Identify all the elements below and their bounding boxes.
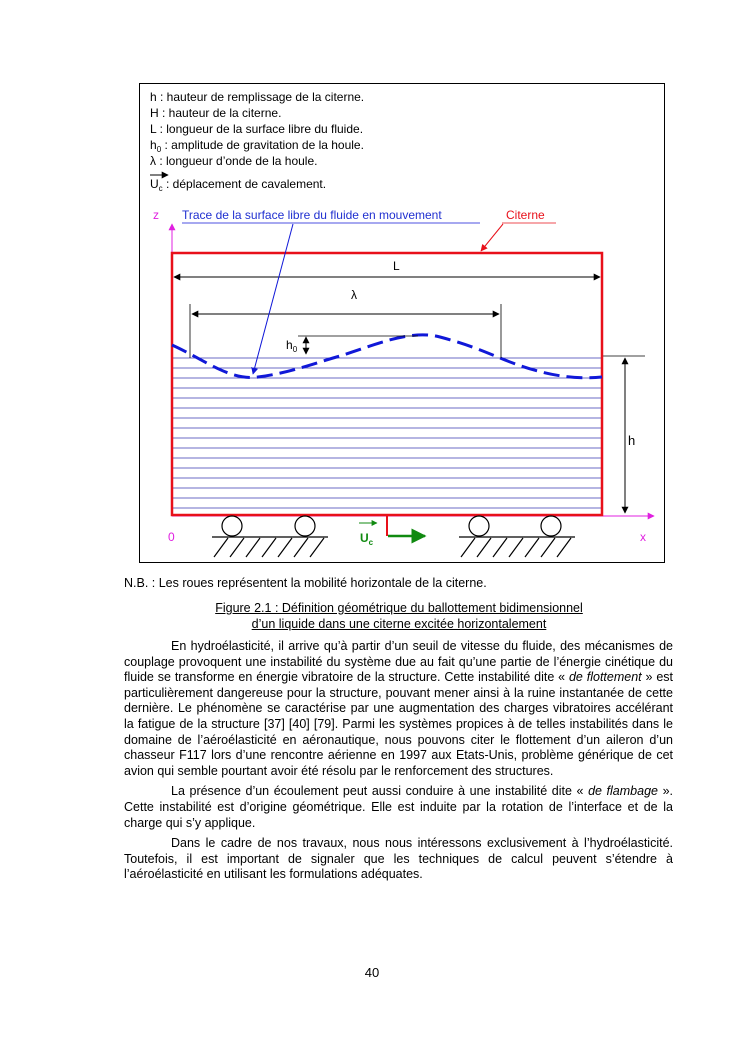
tank-outline (172, 253, 602, 515)
h0-label: $h_0$ (286, 338, 298, 354)
paragraph-1: En hydroélasticité, il arrive qu’à partir d’un seuil de vitesse du fluide, des mécanismes de couplage provoquent une instabilité du système due au fait qu’une partie de l’énergie cinétique du fluide se transforme en énergie vibratoire de la structure. Cette instabilité dite « de flottement » est particulièrement dangereuse pour la structure, pouvant mener ainsi à la ruine instantanée de cette dernière. Le phénomène se caractérise par une augmentation des charges vibratoires accélérant la fatigue de la structure [37] [40] [79]. Parmi les systèmes propices à de telles instabilités dans le domaine de l’aéroélasticité en aéronautique, nous pouvons citer le flottement d’un aileron d’un chasseur F117 lors d’une rencontre aérienne en 1997 aux Etats-Unis, problème générique de cet avion qui semble pourtant avoir été résolu par le renforcement des structures. (124, 639, 674, 778)
wheel (295, 516, 315, 536)
x-axis-label: x (640, 530, 646, 544)
paragraph-3: Dans le cadre de nos travaux, nous nous intéressons exclusivement à l’hydroélasticité. Toutefois, il est important de signaler que les techniques de calcul peuvent s’étendre à l’aéroélasticité en utilisant les formulations adéquates. (124, 836, 673, 882)
ground-hatching (212, 537, 575, 557)
legend-h0: $h_0$ : amplitude de gravitation de la houle. (150, 138, 364, 154)
origin-label: 0 (168, 530, 175, 544)
wheel (222, 516, 242, 536)
trace-annotation: Trace de la surface libre du fluide en mouvement (182, 208, 442, 222)
fluid-layers (173, 358, 602, 508)
nb-note: N.B. : Les roues représentent la mobilité horizontale de la citerne. (124, 576, 487, 590)
body-text (124, 639, 673, 888)
caption-line-2: d’un liquide dans une citerne excitée horizontalement (251, 617, 547, 631)
z-axis-label: z (153, 208, 159, 222)
L-label: L (393, 259, 400, 273)
legend-L: L : longueur de la surface libre du fluide. (150, 122, 364, 136)
wheel (469, 516, 489, 536)
figure-caption (124, 600, 674, 632)
caption-line-1: Figure 2.1 : Définition géométrique du ballottement bidimensionnel (215, 601, 583, 615)
wave-free-surface (172, 335, 602, 378)
citerne-pointer-arrow (481, 224, 503, 251)
wheel (541, 516, 561, 536)
legend-H: H : hauteur de la citerne. (150, 106, 282, 120)
paragraph-2: La présence d’un écoulement peut aussi conduire à une instabilité dite « de flambage ». Cette instabilité est d’origine géométrique. Elle est induite par la rotation de l’interface et de la charge qui s’y applique. (124, 784, 673, 830)
wheels (222, 516, 561, 536)
citerne-label: Citerne (506, 208, 545, 222)
legend-lambda: λ : longueur d’onde de la houle. (150, 154, 318, 168)
lambda-label: λ (351, 288, 357, 302)
legend-uc: $U_c$ : déplacement de cavalement. (150, 177, 327, 193)
uc-label: $U_c$ (360, 531, 374, 547)
page-number: 40 (364, 965, 380, 980)
h-label: h (628, 433, 636, 448)
legend-h: h : hauteur de remplissage de la citerne. (150, 90, 365, 104)
